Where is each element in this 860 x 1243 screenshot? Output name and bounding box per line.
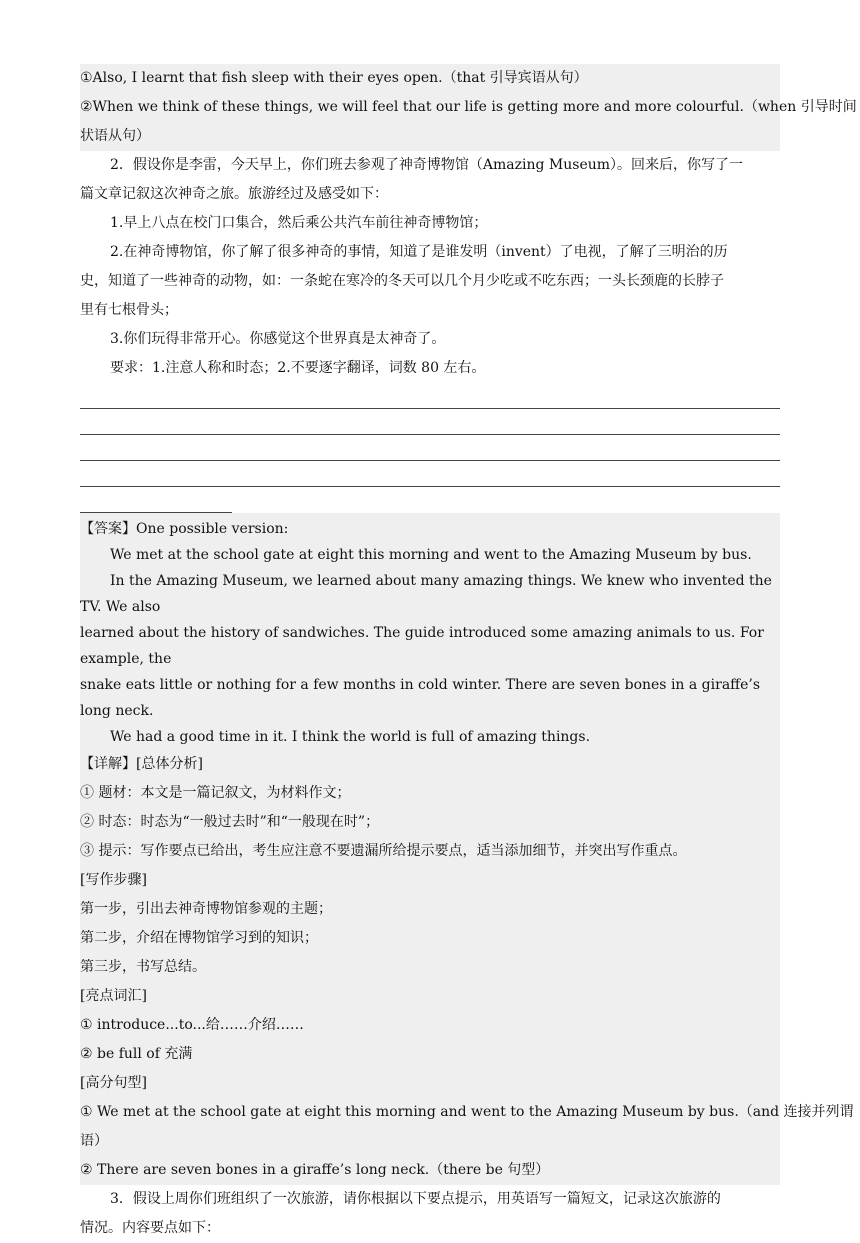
question-2 (80, 151, 780, 383)
answer-paragraph-2b: learned about the history of sandwiches. The guide introduced some amazing animals to us. For example, the (80, 625, 764, 667)
answer-paragraph-2c: snake eats little or nothing for a few months in cold winter. There are seven bones in a giraffe’s long neck. (80, 677, 761, 719)
answer-paragraph-1: We met at the school gate at eight this morning and went to the Amazing Museum by bus. (110, 547, 752, 563)
q3-intro-a: 3．假设上周你们班组织了一次旅游，请你根据以下要点提示，用英语写一篇短文，记录这次旅游的 (110, 1191, 721, 1207)
analysis-header: 【详解】[总体分析] (80, 756, 203, 772)
previous-answer-block (80, 64, 857, 151)
q2-requirements: 要求：1.注意人称和时态；2.不要逐字翻译，词数 80 左右。 (110, 360, 486, 376)
q2-point-1: 1.早上八点在校门口集合，然后乘公共汽车前往神奇博物馆； (110, 215, 488, 231)
q2-point-3: 3.你们玩得非常开心。你感觉这个世界真是太神奇了。 (110, 331, 446, 347)
sentence-1a: ① We met at the school gate at eight this morning and went to the Amazing Museum by bus.（and 连接并列谓 (80, 1104, 854, 1120)
q2-point-2c: 里有七根骨头； (80, 302, 178, 318)
sentence-note-2a: ②When we think of these things, we will feel that our life is getting more and more colourful.（when 引导时间 (80, 99, 857, 115)
sentence-note-1: ①Also, I learnt that fish sleep with their eyes open.（that 引导宾语从句） (80, 70, 588, 86)
answer-line-short (80, 487, 232, 513)
vocab-1: ① introduce...to...给……介绍…… (80, 1017, 304, 1033)
q3-intro-b: 情况。内容要点如下： (80, 1220, 220, 1236)
sentence-note-2b: 状语从句） (80, 128, 150, 144)
answer-line (80, 383, 780, 409)
q2-intro-a: 2．假设你是李雷，今天早上，你们班去参观了神奇博物馆（Amazing Museum）。回来后，你写了一 (110, 157, 744, 173)
q2-point-2b: 史，知道了一些神奇的动物，如：一条蛇在寒冷的冬天可以几个月少吃或不吃东西；一头长颈鹿的长脖子 (80, 273, 724, 289)
answer-paragraph-3: We had a good time in it. I think the world is full of amazing things. (110, 729, 591, 745)
analysis-item-3: ③ 提示：写作要点已给出，考生应注意不要遗漏所给提示要点，适当添加细节，并突出写作重点。 (80, 843, 687, 859)
sentence-2: ② There are seven bones in a giraffe’s long neck.（there be 句型） (80, 1162, 550, 1178)
answer-lines (80, 383, 780, 513)
q2-point-2a: 2.在神奇博物馆，你了解了很多神奇的事情，知道了是谁发明（invent）了电视，了解了三明治的历 (110, 244, 728, 260)
vocab-header: [亮点词汇] (80, 988, 147, 1004)
vocab-2: ② be full of 充满 (80, 1046, 193, 1062)
answer-paragraph-2a: In the Amazing Museum, we learned about many amazing things. We knew who invented the TV. We also (80, 573, 772, 615)
sentence-header: [高分句型] (80, 1075, 147, 1091)
q2-intro-b: 篇文章记叙这次神奇之旅。旅游经过及感受如下： (80, 186, 388, 202)
steps-header: [写作步骤] (80, 872, 147, 888)
answer-analysis-block (80, 513, 854, 1185)
answer-line (80, 409, 780, 435)
analysis-item-1: ① 题材：本文是一篇记叙文，为材料作文； (80, 785, 351, 801)
question-3 (80, 1185, 780, 1243)
step-1: 第一步，引出去神奇博物馆参观的主题； (80, 901, 332, 917)
answer-line (80, 435, 780, 461)
answer-line (80, 461, 780, 487)
step-2: 第二步，介绍在博物馆学习到的知识； (80, 930, 318, 946)
sentence-1b: 语） (80, 1133, 108, 1149)
step-3: 第三步，书写总结。 (80, 959, 206, 975)
analysis-item-2: ② 时态：时态为“一般过去时”和“一般现在时”； (80, 814, 380, 830)
document-page (80, 64, 857, 1243)
answer-label: 【答案】One possible version: (80, 521, 289, 537)
